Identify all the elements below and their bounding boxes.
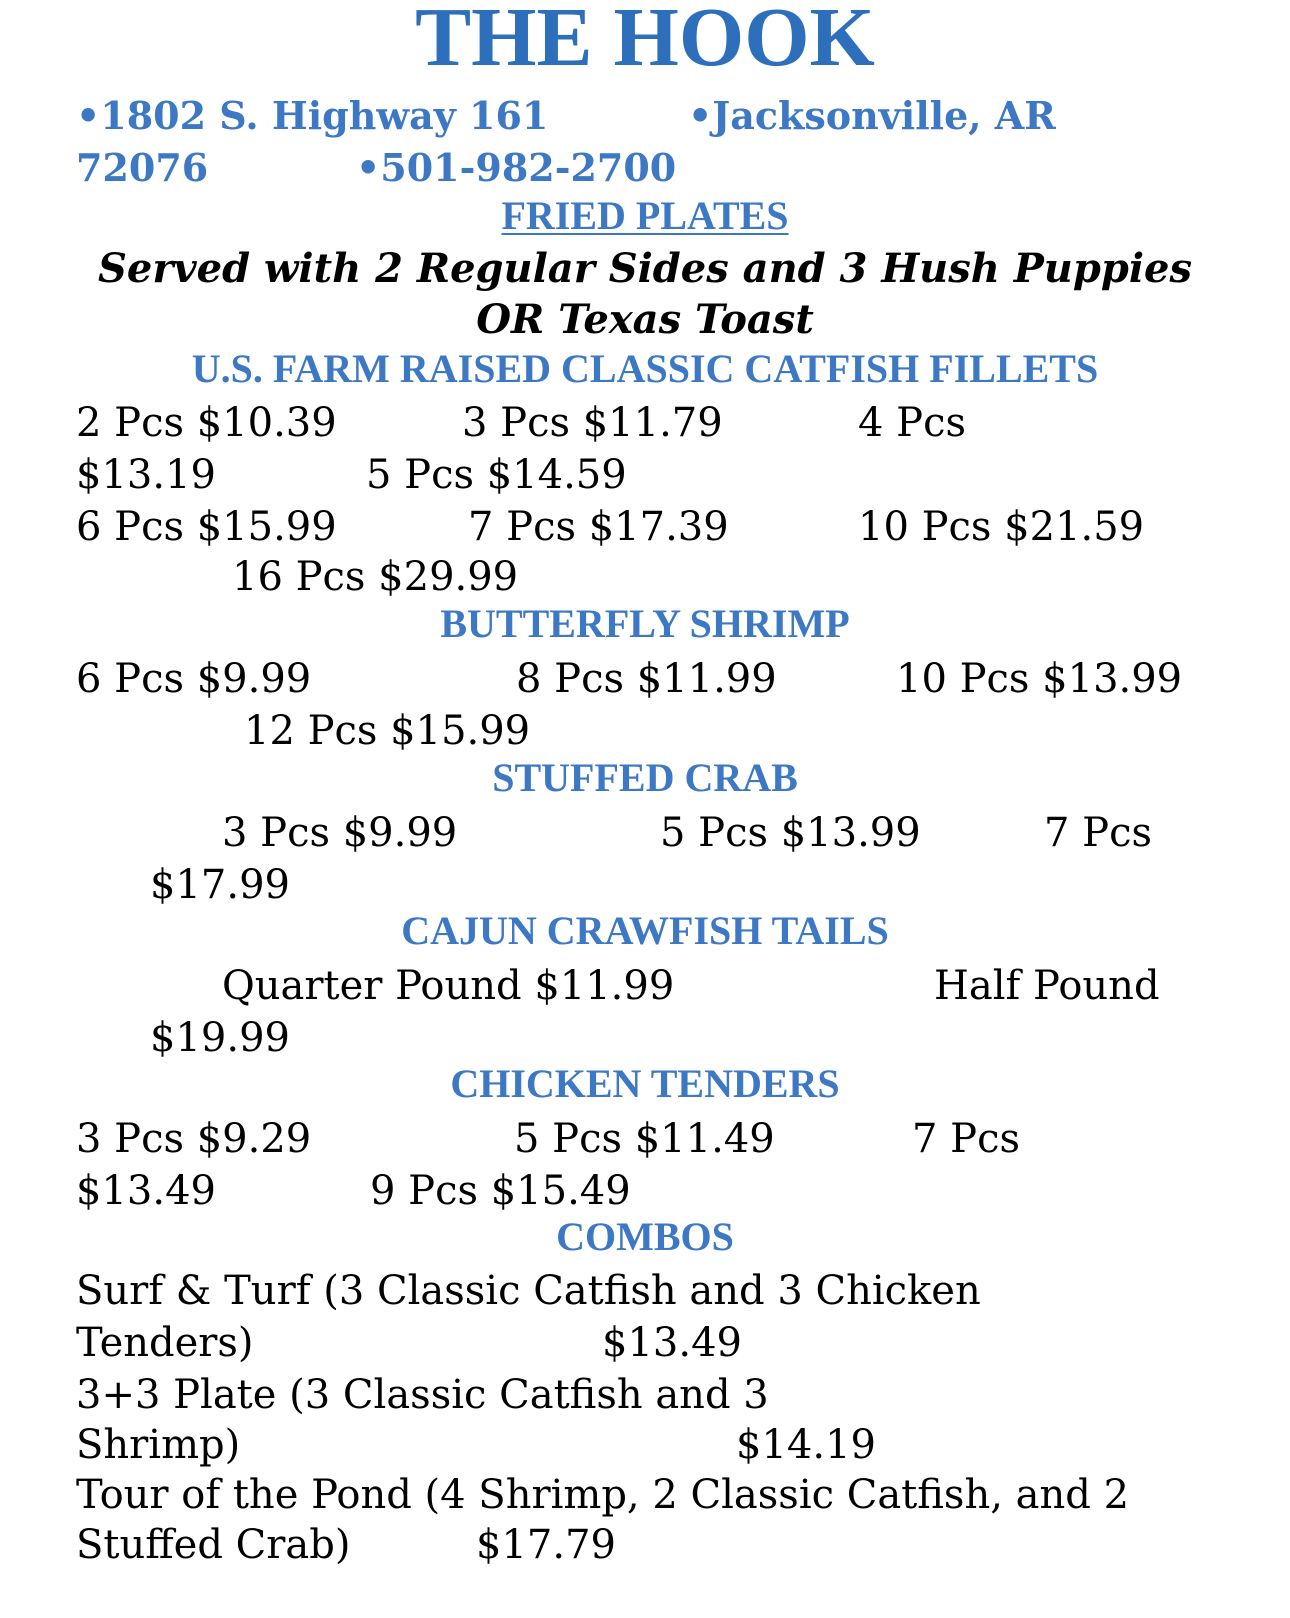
crawfish-heading: CAJUN CRAWFISH TAILS (401, 908, 889, 953)
catfish-item: 10 Pcs $21.59 (858, 504, 1145, 550)
tenders-item: $13.49 (76, 1168, 216, 1214)
catfish-heading: U.S. FARM RAISED CLASSIC CATFISH FILLETS (191, 346, 1099, 391)
shrimp-item: 6 Pcs $9.99 (76, 656, 312, 702)
restaurant-title: THE HOOK (415, 0, 875, 84)
tenders-heading: CHICKEN TENDERS (450, 1061, 840, 1106)
combo-line: 3+3 Plate (3 Classic Catfish and 3 (76, 1372, 769, 1418)
combo-line: Shrimp) (76, 1422, 241, 1468)
combo-price: $13.49 (602, 1320, 742, 1366)
address-street: •1802 S. Highway 161 (76, 93, 549, 138)
shrimp-item: 12 Pcs $15.99 (244, 708, 531, 754)
crab-heading: STUFFED CRAB (492, 755, 798, 800)
combo-price: $14.19 (736, 1422, 876, 1468)
tenders-item: 7 Pcs (912, 1116, 1021, 1162)
combo-price: $17.79 (476, 1522, 616, 1568)
served-with-line-1: Served with 2 Regular Sides and 3 Hush Puppies (98, 245, 1192, 292)
catfish-item: 3 Pcs $11.79 (462, 400, 723, 446)
catfish-item: 4 Pcs (858, 400, 967, 446)
catfish-item: 6 Pcs $15.99 (76, 504, 337, 550)
crab-item: 5 Pcs $13.99 (660, 810, 921, 856)
catfish-item: $13.19 (76, 452, 216, 498)
combo-line: Stuffed Crab) (76, 1522, 351, 1568)
combo-line: Tenders) (76, 1320, 254, 1366)
crawfish-item: Half Pound (934, 963, 1160, 1009)
tenders-item: 3 Pcs $9.29 (76, 1116, 312, 1162)
address-city: •Jacksonville, AR (688, 93, 1056, 138)
fried-plates-heading: FRIED PLATES (501, 193, 789, 238)
crawfish-item: $19.99 (150, 1015, 290, 1061)
crab-item: 7 Pcs (1044, 810, 1153, 856)
catfish-item: 5 Pcs $14.59 (366, 452, 627, 498)
catfish-item: 2 Pcs $10.39 (76, 400, 337, 446)
catfish-item: 16 Pcs $29.99 (232, 554, 519, 600)
shrimp-heading: BUTTERFLY SHRIMP (440, 601, 850, 646)
crab-item: $17.99 (150, 862, 290, 908)
tenders-item: 5 Pcs $11.49 (514, 1116, 775, 1162)
combo-line: Surf & Turf (3 Classic Catfish and 3 Chicken (76, 1268, 981, 1314)
catfish-item: 7 Pcs $17.39 (468, 504, 729, 550)
served-with-line-2: OR Texas Toast (476, 296, 814, 343)
crawfish-item: Quarter Pound $11.99 (222, 963, 675, 1009)
shrimp-item: 8 Pcs $11.99 (516, 656, 777, 702)
combo-line: Tour of the Pond (4 Shrimp, 2 Classic Catfish, and 2 (76, 1472, 1130, 1518)
address-zip: 72076 (76, 145, 209, 190)
shrimp-item: 10 Pcs $13.99 (896, 656, 1183, 702)
combos-heading: COMBOS (556, 1214, 734, 1259)
tenders-item: 9 Pcs $15.49 (370, 1168, 631, 1214)
phone-number: •501-982-2700 (356, 145, 677, 190)
crab-item: 3 Pcs $9.99 (222, 810, 458, 856)
